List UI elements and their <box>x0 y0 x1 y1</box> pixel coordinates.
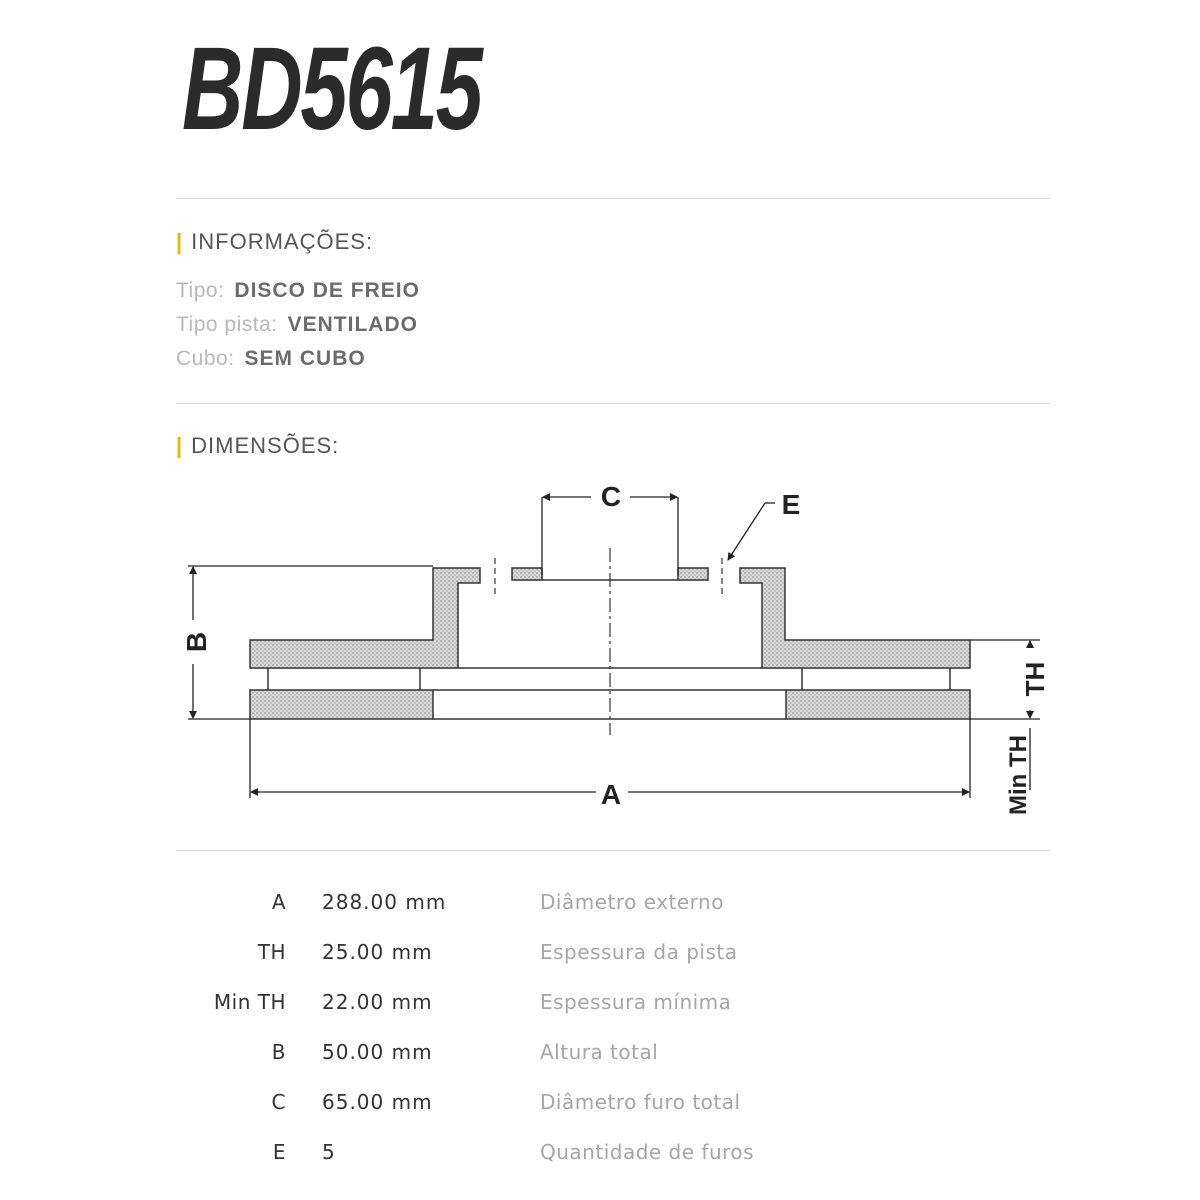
lower-friction-plate-right <box>786 690 970 719</box>
label-a: A <box>600 779 622 810</box>
dimension-value: 22.00 mm <box>322 990 433 1014</box>
dimension-desc: Diâmetro furo total <box>540 1090 741 1114</box>
info-heading-text: INFORMAÇÕES: <box>191 229 374 254</box>
label-e: E <box>781 489 801 520</box>
dimension-value: 25.00 mm <box>322 940 433 964</box>
dimension-desc: Quantidade de furos <box>540 1140 755 1164</box>
upper-friction-plate-right <box>740 568 970 668</box>
product-code-title: BD5615 <box>182 23 481 155</box>
dimension-code: E <box>272 1140 286 1164</box>
dimension-desc: Espessura mínima <box>540 990 732 1014</box>
hub-right <box>678 568 708 580</box>
info-value: VENTILADO <box>287 313 418 336</box>
dimension-desc: Espessura da pista <box>540 940 738 964</box>
info-label: Cubo: <box>176 347 235 370</box>
info-label: Tipo: <box>176 279 225 302</box>
dimension-row-c <box>0 1087 1200 1117</box>
upper-friction-plate <box>250 568 480 668</box>
dimension-code: TH <box>257 940 286 964</box>
accent-bar-icon: | <box>176 229 184 254</box>
dimension-code: C <box>271 1090 286 1114</box>
dimension-value: 65.00 mm <box>322 1090 433 1114</box>
label-b: B <box>181 631 212 653</box>
label-c: C <box>600 481 622 512</box>
info-value: DISCO DE FREIO <box>234 279 420 302</box>
dimension-row-e <box>0 1137 1200 1167</box>
dimensions-heading-text: DIMENSÕES: <box>191 433 340 458</box>
hub-left <box>512 568 542 580</box>
divider-bottom <box>176 850 1050 851</box>
dimension-desc: Altura total <box>540 1040 659 1064</box>
dimension-row-min-th <box>0 987 1200 1017</box>
dimension-desc: Diâmetro externo <box>540 890 724 914</box>
dimension-value: 5 <box>322 1140 336 1164</box>
info-label: Tipo pista: <box>176 313 278 336</box>
info-value: SEM CUBO <box>244 347 366 370</box>
label-min-th: Min TH <box>1005 735 1032 815</box>
accent-bar-icon: | <box>176 433 184 458</box>
dimension-value: 288.00 mm <box>322 890 447 914</box>
dimension-code: B <box>271 1040 286 1064</box>
dimension-value: 50.00 mm <box>322 1040 433 1064</box>
dimension-row-th <box>0 937 1200 967</box>
dimension-code: A <box>271 890 286 914</box>
label-th: TH <box>1020 661 1050 697</box>
dimension-row-b <box>0 1037 1200 1067</box>
dimension-code: Min TH <box>213 990 286 1014</box>
lower-friction-plate-left <box>250 690 433 719</box>
dimension-row-a <box>0 887 1200 917</box>
